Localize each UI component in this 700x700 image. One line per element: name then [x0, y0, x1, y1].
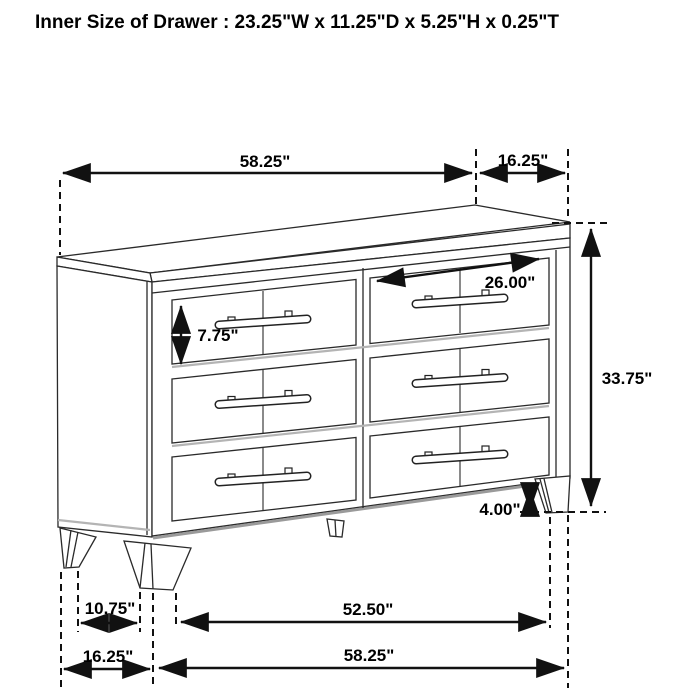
label-drawer-face-height: 7.75" — [197, 326, 239, 345]
label-base-depth: 16.25" — [82, 647, 134, 666]
page-title: Inner Size of Drawer : 23.25"W x 11.25"D x 5.25"H x 0.25"T — [35, 12, 559, 33]
dresser-figure — [57, 205, 570, 590]
label-base-width: 58.25" — [343, 646, 395, 665]
label-leg-height: 4.00" — [479, 500, 521, 519]
side-panel — [57, 266, 152, 537]
label-top-depth: 16.25" — [497, 151, 549, 170]
dresser-left-side — [57, 266, 152, 537]
label-top-width: 58.25" — [239, 152, 291, 171]
label-side-leg-spacing: 10.75" — [84, 599, 136, 618]
label-overall-height: 33.75" — [601, 369, 653, 388]
label-front-leg-span: 52.50" — [342, 600, 394, 619]
label-drawer-face-width: 26.00" — [484, 273, 536, 292]
front-left-leg — [124, 541, 191, 590]
